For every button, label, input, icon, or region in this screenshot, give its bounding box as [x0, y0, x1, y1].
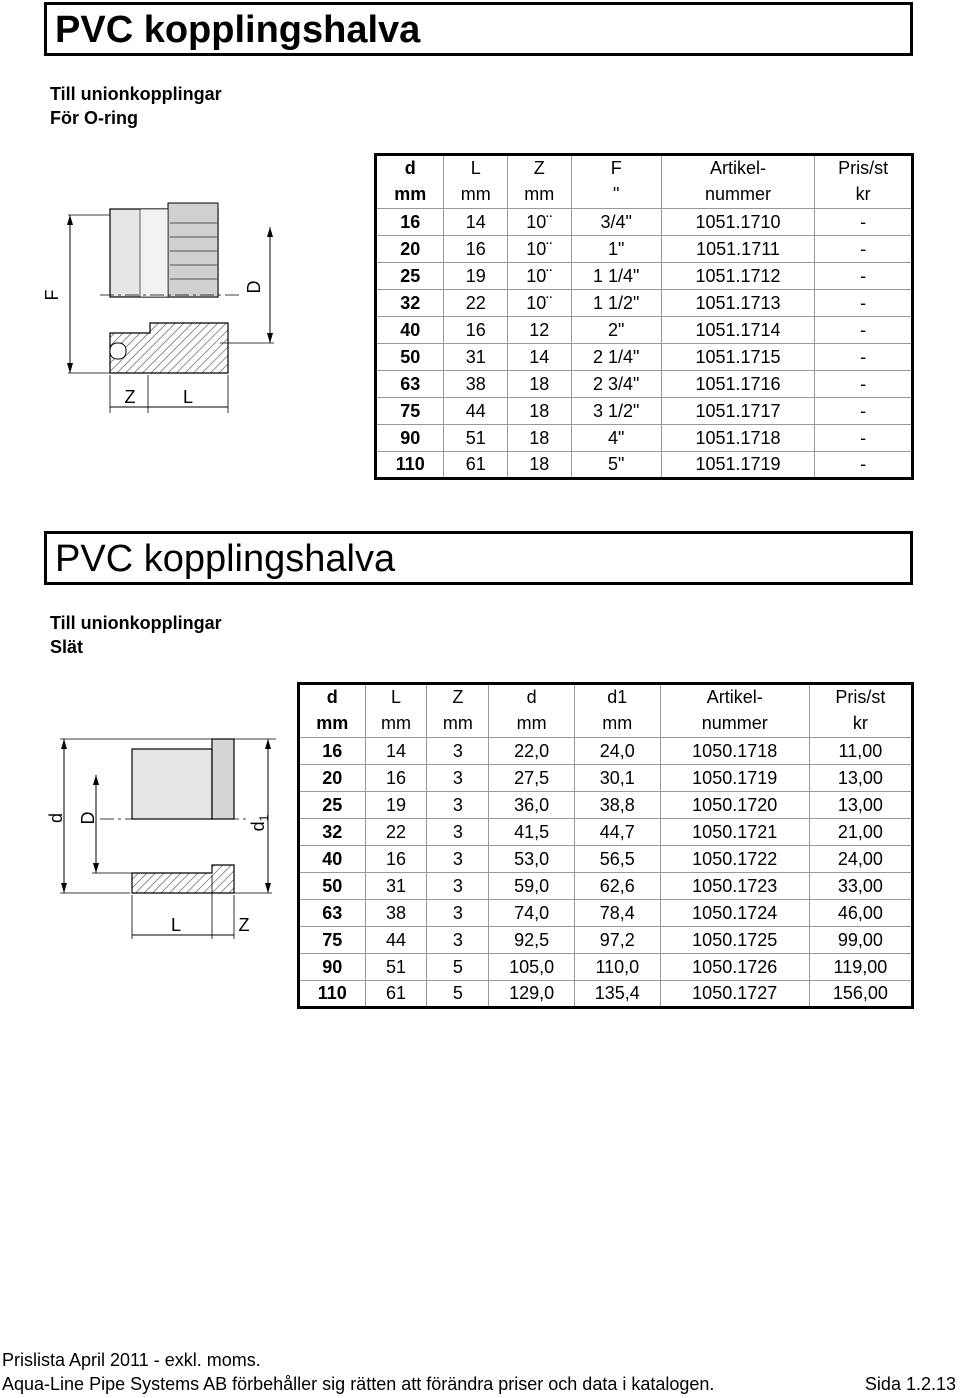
table-cell: 1 1/4": [571, 263, 661, 290]
table-cell: 1051.1712: [661, 263, 814, 290]
table-cell: 16: [444, 317, 508, 344]
table-cell: 11,00: [809, 738, 912, 765]
table-cell: 32: [299, 819, 366, 846]
table-cell: 51: [444, 425, 508, 452]
table-cell: 51: [365, 954, 427, 981]
table-cell: 1051.1715: [661, 344, 814, 371]
table-cell: 20: [299, 765, 366, 792]
table-header-cell: nummer: [661, 182, 814, 209]
table-cell: 44: [365, 927, 427, 954]
table-cell: 63: [299, 900, 366, 927]
table-cell: 156,00: [809, 981, 912, 1008]
section2-label-Z: Z: [238, 915, 250, 935]
table-cell: -: [815, 290, 913, 317]
table-cell: 33,00: [809, 873, 912, 900]
table-cell: 62,6: [574, 873, 660, 900]
table-cell: 1051.1710: [661, 209, 814, 236]
table-header-cell: mm: [574, 711, 660, 738]
table-cell: 1050.1723: [660, 873, 809, 900]
table-cell: 5": [571, 452, 661, 479]
section2-spec-table: [297, 682, 914, 1009]
table-header-cell: Z: [508, 155, 572, 182]
table-row: [299, 900, 913, 927]
table-cell: 1051.1714: [661, 317, 814, 344]
table-cell: 27,5: [489, 765, 575, 792]
table-header-cell: mm: [365, 711, 427, 738]
table-header-cell: mm: [489, 711, 575, 738]
table-cell: 44: [444, 398, 508, 425]
table-cell: 25: [376, 263, 444, 290]
table-row: [299, 846, 913, 873]
table-cell: 3: [427, 792, 489, 819]
table-header-row: [299, 684, 913, 711]
table-header-row: [299, 711, 913, 738]
table-cell: 110: [376, 452, 444, 479]
table-cell: 16: [365, 765, 427, 792]
table-header-cell: nummer: [660, 711, 809, 738]
table-header-cell: kr: [809, 711, 912, 738]
table-cell: 74,0: [489, 900, 575, 927]
table-cell: 24,00: [809, 846, 912, 873]
table-cell: 61: [444, 452, 508, 479]
table-cell: 38,8: [574, 792, 660, 819]
table-header-cell: F: [571, 155, 661, 182]
table-cell: 1051.1713: [661, 290, 814, 317]
table-cell: 1051.1711: [661, 236, 814, 263]
table-header-cell: d1: [574, 684, 660, 711]
table-cell: 14: [508, 344, 572, 371]
table-cell: 97,2: [574, 927, 660, 954]
table-cell: 3/4": [571, 209, 661, 236]
section2-title-box: [44, 531, 913, 585]
table-row: [299, 738, 913, 765]
table-cell: 22,0: [489, 738, 575, 765]
section2-title: PVC kopplingshalva: [55, 538, 396, 580]
table-cell: 56,5: [574, 846, 660, 873]
table-header-cell: Artikel-: [661, 155, 814, 182]
table-cell: -: [815, 371, 913, 398]
table-cell: 61: [365, 981, 427, 1008]
table-cell: 38: [365, 900, 427, 927]
table-header-cell: mm: [444, 182, 508, 209]
table-cell: 3: [427, 927, 489, 954]
table-cell: 19: [444, 263, 508, 290]
table-cell: 90: [376, 425, 444, 452]
table-header-cell: d: [376, 155, 444, 182]
table-cell: 1050.1726: [660, 954, 809, 981]
table-cell: -: [815, 452, 913, 479]
table-header-cell: d: [299, 684, 366, 711]
table-cell: 1051.1717: [661, 398, 814, 425]
table-cell: 18: [508, 398, 572, 425]
table-cell: 110,0: [574, 954, 660, 981]
table-header-cell: L: [444, 155, 508, 182]
section1-subtitle-line1: Till unionkopplingar: [50, 84, 222, 104]
section1-subtitle-line2: För O-ring: [50, 108, 138, 128]
table-header-cell: mm: [427, 711, 489, 738]
table-header-cell: L: [365, 684, 427, 711]
table-cell: 36,0: [489, 792, 575, 819]
table-header-cell: d: [489, 684, 575, 711]
table-row: [376, 263, 913, 290]
table-row: [299, 954, 913, 981]
table-cell: 44,7: [574, 819, 660, 846]
table-header-row: [376, 182, 913, 209]
table-cell: 22: [365, 819, 427, 846]
table-cell: 110: [299, 981, 366, 1008]
table-cell: 3: [427, 765, 489, 792]
table-cell: 14: [444, 209, 508, 236]
table-cell: 4": [571, 425, 661, 452]
table-cell: 1050.1722: [660, 846, 809, 873]
table-cell: 99,00: [809, 927, 912, 954]
table-cell: 63: [376, 371, 444, 398]
table-cell: 40: [376, 317, 444, 344]
table-cell: 1051.1716: [661, 371, 814, 398]
section1-title-box: [44, 2, 913, 56]
table-cell: 1050.1719: [660, 765, 809, 792]
table-cell: 10¨: [508, 290, 572, 317]
table-cell: 2": [571, 317, 661, 344]
table-cell: 50: [299, 873, 366, 900]
table-cell: 3 1/2": [571, 398, 661, 425]
table-cell: 46,00: [809, 900, 912, 927]
section2-label-D: D: [78, 811, 98, 825]
table-cell: 18: [508, 371, 572, 398]
table-cell: 90: [299, 954, 366, 981]
table-cell: 75: [299, 927, 366, 954]
section2-fitting-drawing: [40, 725, 280, 950]
table-cell: 1051.1718: [661, 425, 814, 452]
table-cell: 3: [427, 846, 489, 873]
table-cell: 31: [444, 344, 508, 371]
table-row: [299, 981, 913, 1008]
table-cell: 92,5: [489, 927, 575, 954]
table-cell: 24,0: [574, 738, 660, 765]
table-cell: 50: [376, 344, 444, 371]
table-cell: 78,4: [574, 900, 660, 927]
section1-spec-table: [374, 153, 914, 480]
table-cell: 30,1: [574, 765, 660, 792]
footer-line1: Prislista April 2011 - exkl. moms.: [2, 1350, 261, 1370]
table-cell: 135,4: [574, 981, 660, 1008]
table-cell: -: [815, 209, 913, 236]
table-cell: 20: [376, 236, 444, 263]
table-cell: 16: [376, 209, 444, 236]
table-cell: 13,00: [809, 765, 912, 792]
table-cell: 3: [427, 900, 489, 927]
table-row: [376, 398, 913, 425]
table-cell: 59,0: [489, 873, 575, 900]
table-cell: 10¨: [508, 263, 572, 290]
table-cell: 1050.1727: [660, 981, 809, 1008]
table-cell: 1050.1721: [660, 819, 809, 846]
section1-fitting-drawing: [40, 195, 290, 420]
table-cell: 75: [376, 398, 444, 425]
table-cell: 12: [508, 317, 572, 344]
table-cell: 1050.1724: [660, 900, 809, 927]
section2-subtitle-line2: Slät: [50, 637, 84, 657]
table-cell: -: [815, 398, 913, 425]
table-row: [299, 765, 913, 792]
table-row: [376, 236, 913, 263]
table-cell: 119,00: [809, 954, 912, 981]
table-header-cell: mm: [299, 711, 366, 738]
table-cell: 14: [365, 738, 427, 765]
table-cell: 21,00: [809, 819, 912, 846]
table-header-row: [376, 155, 913, 182]
table-cell: -: [815, 263, 913, 290]
table-cell: 25: [299, 792, 366, 819]
section2-label-d1: $d_1$: [248, 814, 271, 832]
table-row: [376, 209, 913, 236]
table-cell: 22: [444, 290, 508, 317]
table-cell: 1051.1719: [661, 452, 814, 479]
table-header-cell: Artikel-: [660, 684, 809, 711]
table-header-cell: mm: [508, 182, 572, 209]
table-row: [376, 452, 913, 479]
table-cell: 16: [365, 846, 427, 873]
table-cell: 1": [571, 236, 661, 263]
footer-line2: Aqua-Line Pipe Systems AB förbehåller sig rätten att förändra priser och data i katalogen.: [2, 1374, 715, 1394]
table-row: [299, 873, 913, 900]
section1-label-D: D: [244, 280, 264, 294]
table-cell: -: [815, 344, 913, 371]
table-cell: 3: [427, 873, 489, 900]
section1-title: PVC kopplingshalva: [55, 9, 421, 51]
table-row: [376, 317, 913, 344]
table-header-cell: Pris/st: [815, 155, 913, 182]
table-cell: 38: [444, 371, 508, 398]
table-cell: 53,0: [489, 846, 575, 873]
table-header-cell: ": [571, 182, 661, 209]
table-cell: 13,00: [809, 792, 912, 819]
table-cell: 2 1/4": [571, 344, 661, 371]
table-cell: 40: [299, 846, 366, 873]
section1-label-Z: Z: [124, 387, 136, 407]
table-row: [376, 290, 913, 317]
section1-label-F: F: [42, 289, 62, 301]
table-cell: 18: [508, 425, 572, 452]
table-cell: 31: [365, 873, 427, 900]
table-cell: 41,5: [489, 819, 575, 846]
section2-label-L: L: [170, 915, 182, 935]
section2-subtitle: [50, 611, 222, 659]
section2-subtitle-line1: Till unionkopplingar: [50, 613, 222, 633]
table-cell: 19: [365, 792, 427, 819]
table-header-cell: Pris/st: [809, 684, 912, 711]
table-row: [299, 819, 913, 846]
table-row: [299, 927, 913, 954]
table-row: [299, 792, 913, 819]
section1-subtitle: [50, 82, 222, 130]
table-row: [376, 425, 913, 452]
table-cell: 105,0: [489, 954, 575, 981]
table-row: [376, 344, 913, 371]
table-header-cell: kr: [815, 182, 913, 209]
table-cell: -: [815, 425, 913, 452]
table-cell: 3: [427, 819, 489, 846]
section1-label-L: L: [182, 387, 194, 407]
table-cell: 5: [427, 954, 489, 981]
table-cell: 1 1/2": [571, 290, 661, 317]
table-cell: -: [815, 236, 913, 263]
table-cell: 3: [427, 738, 489, 765]
table-cell: 18: [508, 452, 572, 479]
table-cell: 1050.1720: [660, 792, 809, 819]
table-cell: 1050.1718: [660, 738, 809, 765]
table-header-cell: Z: [427, 684, 489, 711]
table-cell: -: [815, 317, 913, 344]
page-number: Sida 1.2.13: [864, 1374, 956, 1394]
table-cell: 1050.1725: [660, 927, 809, 954]
section2-label-d: d: [46, 812, 66, 824]
table-cell: 2 3/4": [571, 371, 661, 398]
table-row: [376, 371, 913, 398]
table-cell: 10¨: [508, 236, 572, 263]
table-cell: 16: [444, 236, 508, 263]
table-cell: 32: [376, 290, 444, 317]
table-cell: 16: [299, 738, 366, 765]
table-cell: 5: [427, 981, 489, 1008]
table-cell: 10¨: [508, 209, 572, 236]
table-cell: 129,0: [489, 981, 575, 1008]
table-header-cell: mm: [376, 182, 444, 209]
